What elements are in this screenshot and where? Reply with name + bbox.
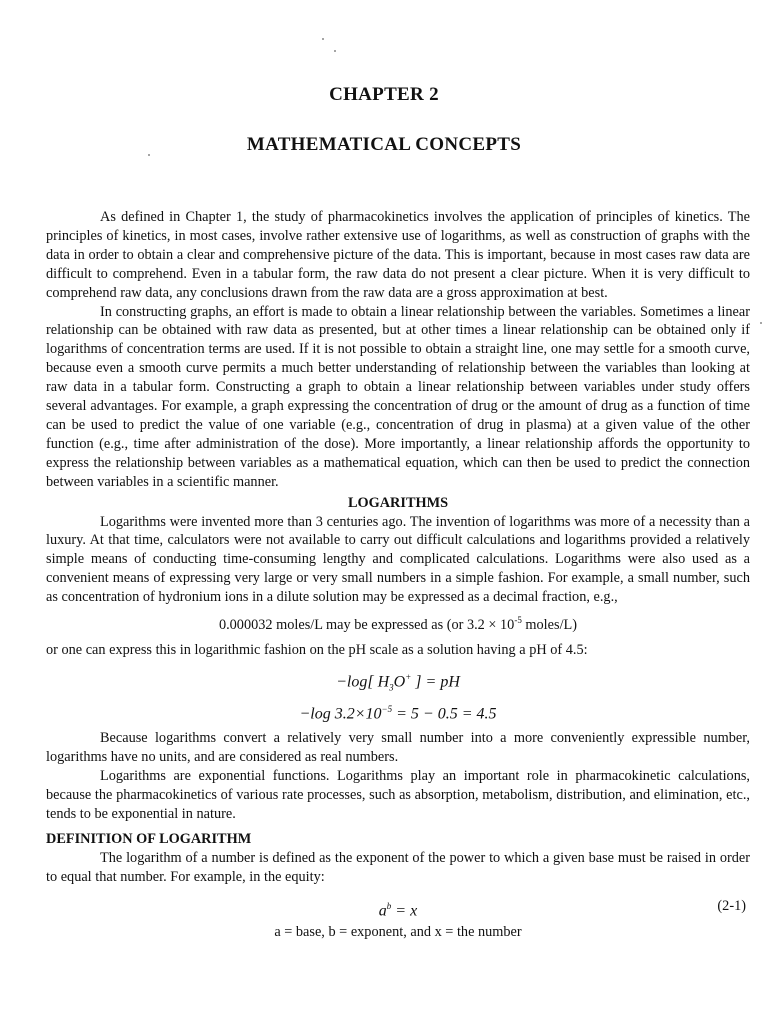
intro-paragraph-1: As defined in Chapter 1, the study of pharmacokinetics involves the application of principles of kinetics. The principles of kinetics, in most cases, involve rather extensive use of logarithms, as well as construction of graphs with the data in order to obtain a clear and comprehensive picture of the data. This is important, because in most cases raw data are difficult to comprehend. Even in a tabular form, the raw data do not present a clear picture. When it is very difficult to comprehend raw data, any conclusions drawn from the raw data are a gross approximation at best. [46, 209, 750, 301]
eq2-left: −log 3.2×10 [299, 705, 382, 723]
example-line [46, 611, 750, 635]
eq1-right: ] = pH [411, 672, 460, 690]
equation-log-value [46, 698, 750, 725]
scan-speck [322, 38, 324, 40]
eq2-right: = 5 − 0.5 = 4.5 [392, 705, 497, 723]
eq-base: a [378, 902, 387, 920]
example-exponent: -5 [514, 615, 522, 626]
scan-speck [760, 322, 762, 324]
definition-paragraph: The logarithm of a number is defined as the exponent of the power to which a given base must be raised in order to equal that number. For example, in the equity: [46, 849, 750, 885]
eq-rest: = x [391, 902, 418, 920]
eq1-subscript: 3 [389, 682, 394, 693]
ph-line: or one can express this in logarithmic fashion on the pH scale as a solution having a pH of 4.5: [46, 641, 588, 658]
definition-heading: DEFINITION OF LOGARITHM [46, 830, 252, 847]
chapter-title: MATHEMATICAL CONCEPTS [246, 134, 522, 155]
chapter-label: CHAPTER 2 [329, 84, 439, 105]
equation-ph [46, 666, 750, 699]
intro-paragraph-2: In constructing graphs, an effort is made to obtain a linear relationship between the variables. Sometimes a linear relationship can be obtained with raw data as presented, but at other times a linear relationship can be obtained only if logarithms of concentration terms are used. If it is not possible to obtain a straight line, one may settle for a smooth curve, because even a smooth curve permits a much better understanding of relationship between the variables than looking at raw data in a tabular form. Constructing a graph to obtain a linear relationship between variables under study offers several advantages. For example, a graph expressing the concentration of drug or the amount of drug as a function of time can be used to predict the value of one variable (e.g., concentration of drug in plasma) at a given value of the other function (e.g., time after administration of the dose). More importantly, a linear relationship affords the opportunity to express the relationship between variables as a mathematical equation, which can then be used to predict the connection between variables in a scientific manner. [46, 303, 750, 490]
equation-2-1 [46, 897, 750, 921]
example-unit: moles/L) [521, 616, 578, 633]
eq1-mid: O [393, 672, 406, 690]
eq1-left: −log[ H [336, 672, 390, 690]
body-text [46, 208, 750, 942]
eq2-superscript: −5 [381, 704, 393, 715]
scan-speck [148, 154, 150, 156]
eq1-superscript: + [405, 671, 412, 682]
example-value: 0.000032 moles/L may be expressed as (or 3.2 × 10 [218, 616, 515, 633]
logarithms-paragraph-3: Logarithms are exponential functions. Logarithms play an important role in pharmacokinetic calculations, because the pharmacokinetics of various rate processes, such as absorption, metabolism, distribution, and elimination, etc., tends to be exponential in nature. [46, 768, 750, 823]
logarithms-paragraph-2: Because logarithms convert a relatively very small number into a more conveniently expressible number, logarithms have no units, and are considered as real numbers. [46, 730, 750, 766]
equation-legend: a = base, b = exponent, and x = the number [274, 923, 522, 940]
equation-number: (2-1) [717, 897, 746, 914]
logarithms-heading: LOGARITHMS [347, 494, 449, 511]
eq-exponent: b [386, 900, 392, 911]
logarithms-paragraph-1: Logarithms were invented more than 3 centuries ago. The invention of logarithms was more of a necessity than a luxury. At that time, calculators were not available to carry out difficult calculations and logarithms provided a relatively simple means of conducting time-consuming lengthy and complicated calculations. Logarithms were also used as a convenient means of expressing very large or very small numbers in a simple fashion. For example, a small number, such as concentration of hydronium ions in a dilute solution may be expressed as a decimal fraction, e.g., [46, 513, 750, 606]
scan-speck [334, 50, 336, 52]
